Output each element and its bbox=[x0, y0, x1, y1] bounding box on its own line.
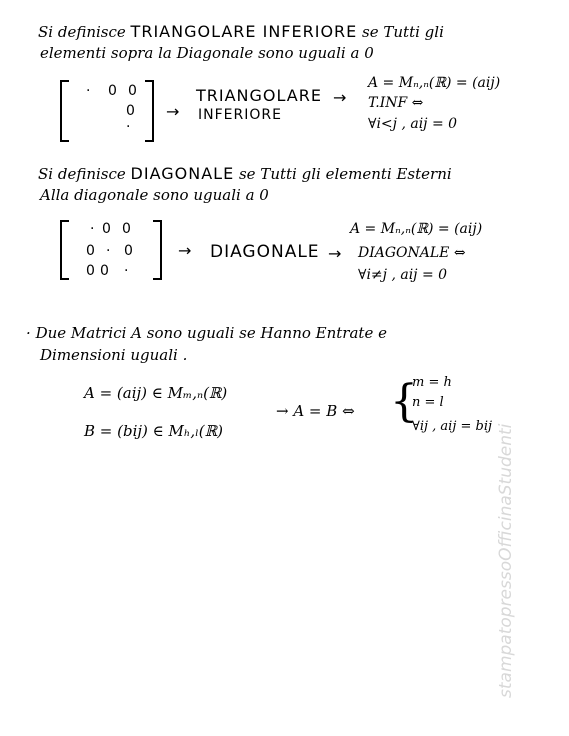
watermark: stampatopressoOfficinaStudenti bbox=[496, 423, 516, 698]
s3-eq-b: B = (bij) ∈ Mₕ,ₗ(ℝ) bbox=[84, 422, 223, 440]
s2-arrow-2: → bbox=[328, 244, 342, 263]
s2-def-line1 bbox=[38, 166, 452, 182]
s1-result-2: T.INF ⇔ bbox=[368, 95, 424, 111]
s1-arrow-2: → bbox=[333, 88, 347, 107]
left-bracket bbox=[60, 80, 69, 142]
s1-result-3: ∀i<j , aij = 0 bbox=[368, 116, 458, 132]
matrix-cell: · bbox=[86, 83, 91, 99]
s1-def-suffix: se Tutti gli bbox=[362, 23, 444, 41]
s2-result-2: DIAGONALE ⇔ bbox=[358, 245, 466, 261]
s1-result-1: A = Mₙ,ₙ(ℝ) = (aij) bbox=[368, 75, 501, 91]
s1-matrix bbox=[60, 80, 160, 142]
matrix-cell: 0 bbox=[86, 243, 95, 259]
s3-line1-text: Due Matrici A sono uguali se Hanno Entrate e bbox=[35, 324, 387, 342]
s2-result-3: ∀i≠j , aij = 0 bbox=[358, 267, 448, 283]
matrix-cell: · bbox=[90, 221, 95, 237]
s3-line1 bbox=[26, 326, 387, 341]
s1-def-line2: elementi sopra la Diagonale sono uguali a 0 bbox=[40, 44, 374, 62]
right-bracket bbox=[153, 220, 162, 280]
left-bracket bbox=[60, 220, 69, 280]
s3-line2: Dimensioni uguali . bbox=[40, 346, 188, 364]
matrix-cell: 0 bbox=[100, 263, 109, 279]
s1-label-1: TRIANGOLARE bbox=[196, 86, 322, 105]
s2-def-prefix: Si definisce bbox=[38, 165, 126, 183]
s3-cond-1: m = h bbox=[412, 375, 452, 390]
s2-result-1: A = Mₙ,ₙ(ℝ) = (aij) bbox=[350, 221, 483, 237]
curly-brace: { bbox=[390, 376, 418, 427]
matrix-cell: 0 bbox=[86, 263, 95, 279]
s3-eq-a: A = (aij) ∈ Mₘ,ₙ(ℝ) bbox=[84, 384, 228, 402]
s2-def-line2: Alla diagonale sono uguali a 0 bbox=[40, 186, 269, 204]
matrix-cell: 0 bbox=[102, 221, 111, 237]
matrix-cell: 0 bbox=[128, 83, 137, 99]
s1-arrow: → bbox=[166, 102, 180, 121]
matrix-cell: 0 bbox=[108, 83, 117, 99]
s2-arrow: → bbox=[178, 241, 192, 260]
matrix-cell: 0 bbox=[122, 221, 131, 237]
matrix-cell: · bbox=[106, 243, 111, 259]
s1-def-prefix: Si definisce bbox=[38, 23, 126, 41]
s2-def-term: DIAGONALE bbox=[130, 164, 235, 183]
s1-def-term: TRIANGOLARE INFERIORE bbox=[130, 22, 358, 41]
matrix-cell: 0 bbox=[124, 243, 133, 259]
matrix-cell: · bbox=[126, 119, 131, 135]
s3-cond-2: n = l bbox=[412, 395, 444, 410]
s3-implies: → A = B ⇔ bbox=[276, 402, 355, 420]
s1-label-2: INFERIORE bbox=[198, 107, 282, 123]
s2-def-suffix: se Tutti gli elementi Esterni bbox=[238, 165, 452, 183]
matrix-cell: 0 bbox=[126, 103, 135, 119]
matrix-cell: · bbox=[124, 263, 129, 279]
s3-cond-3: ∀ij , aij = bij bbox=[412, 419, 493, 434]
s1-def-line1 bbox=[38, 24, 444, 40]
s2-matrix bbox=[60, 220, 170, 282]
right-bracket bbox=[145, 80, 154, 142]
s2-label: DIAGONALE bbox=[210, 242, 320, 262]
bullet: · bbox=[26, 324, 31, 342]
